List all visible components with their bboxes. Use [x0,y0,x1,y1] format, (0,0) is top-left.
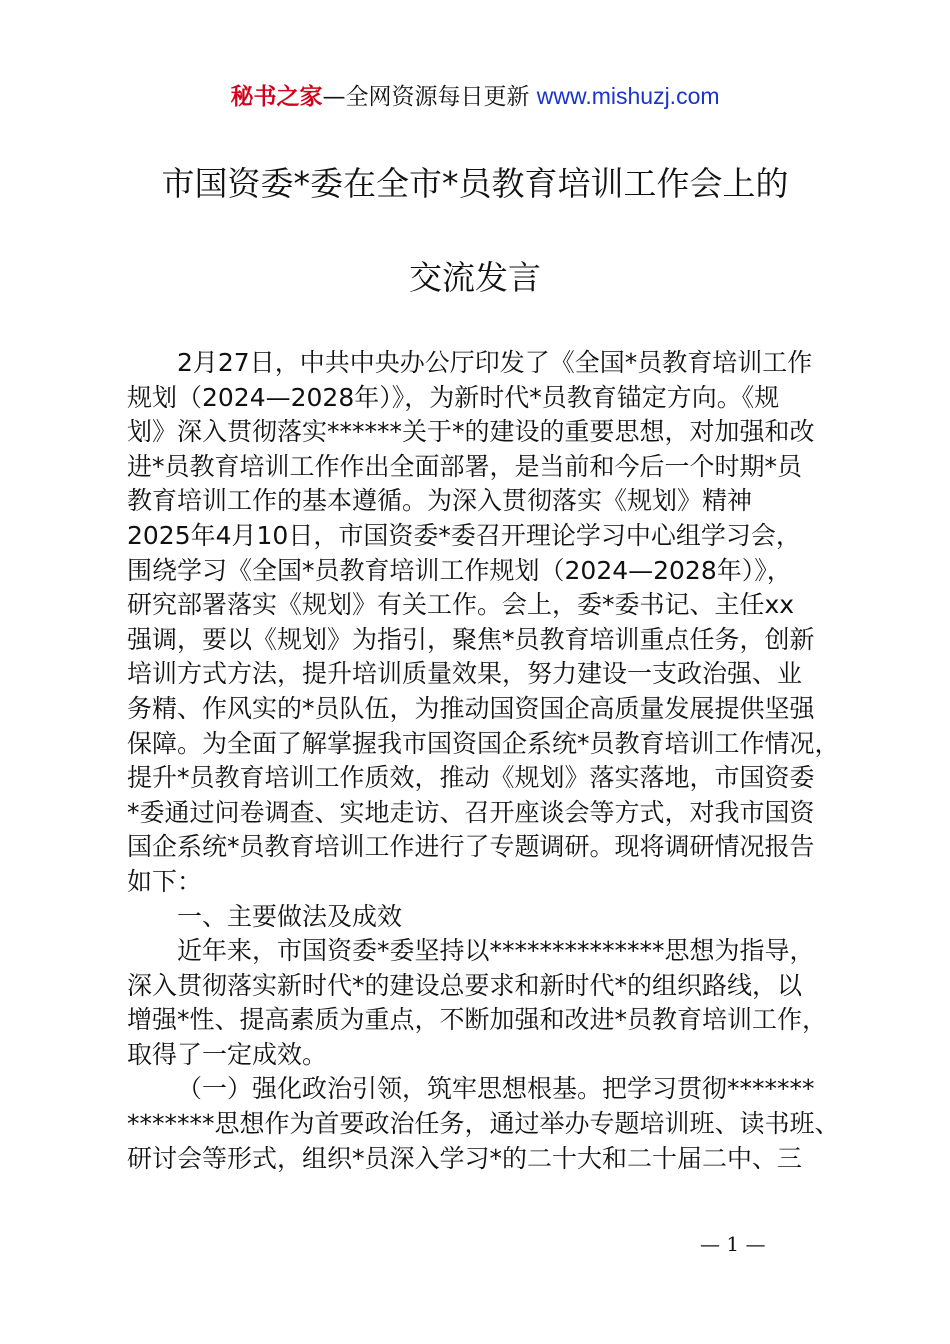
body-line: 近年来，市国资委*委坚持以**************思想为指导， [177,936,815,966]
body-line: 研讨会等形式，组织*员深入学习*的二十大和二十届二中、三 [127,1143,803,1173]
site-url-link[interactable]: www.mishuzj.com [536,83,720,109]
body-line: 规划（2024—2028年）》，为新时代*员教育锚定方向。《规 [127,382,780,412]
body-line: 强调，要以《规划》为指引，聚焦*员教育培训重点任务，创新 [127,624,815,654]
document-title-line-1: 市国资委*委在全市*员教育培训工作会上的 [161,164,789,203]
document-body [127,346,857,1176]
body-line: 提升*员教育培训工作质效，推动《规划》落实落地，市国资委 [127,763,815,793]
brand-name: 秘书之家 [230,84,323,110]
body-line: 划》深入贯彻落实******关于*的建设的重要思想，对加强和改 [127,417,815,447]
subsection-line: （一）强化政治引领，筑牢思想根基。把学习贯彻******* [177,1074,815,1104]
body-line: *委通过问卷调查、实地走访、召开座谈会等方式，对我市国资 [127,797,815,827]
body-line: 保障。为全面了解掌握我市国资国企系统*员教育培训工作情况， [127,728,840,758]
body-line: 研究部署落实《规划》有关工作。会上，委*委书记、主任xx [127,590,795,620]
body-line: 围绕学习《全国*员教育培训工作规划（2024—2028年）》， [127,555,792,585]
body-line: 深入贯彻落实新时代*的建设总要求和新时代*的组织路线，以 [127,970,803,1000]
document-title-line-2: 交流发言 [409,258,541,297]
page-number: — 1 — [700,1232,766,1256]
body-line: 增强*性、提高素质为重点，不断加强和改进*员教育培训工作， [127,1005,828,1035]
section-heading: 一、主要做法及成效 [177,901,403,931]
body-line: 教育培训工作的基本遵循。为深入贯彻落实《规划》精神 [127,486,753,516]
body-line: 2月27日，中共中央办公厅印发了《全国*员教育培训工作 [177,348,813,377]
body-line: 国企系统*员教育培训工作进行了专题调研。现将调研情况报告 [127,832,815,862]
banner-tagline: —全网资源每日更新 [322,84,537,110]
body-line: 如下： [127,866,203,896]
body-line: 务精、作风实的*员队伍，为推动国资国企高质量发展提供坚强 [127,693,815,723]
body-line: 取得了一定成效。 [127,1039,328,1069]
body-line: 进*员教育培训工作作出全面部署，是当前和今后一个时期*员 [127,451,803,481]
body-line: 培训方式方法，提升培训质量效果，努力建设一支政治强、业 [127,659,803,689]
body-line: *******思想作为首要政治任务，通过举办专题培训班、读书班、 [127,1109,840,1139]
site-banner [0,80,950,113]
body-line: 2025年4月10日，市国资委*委召开理论学习中心组学习会， [127,520,801,550]
